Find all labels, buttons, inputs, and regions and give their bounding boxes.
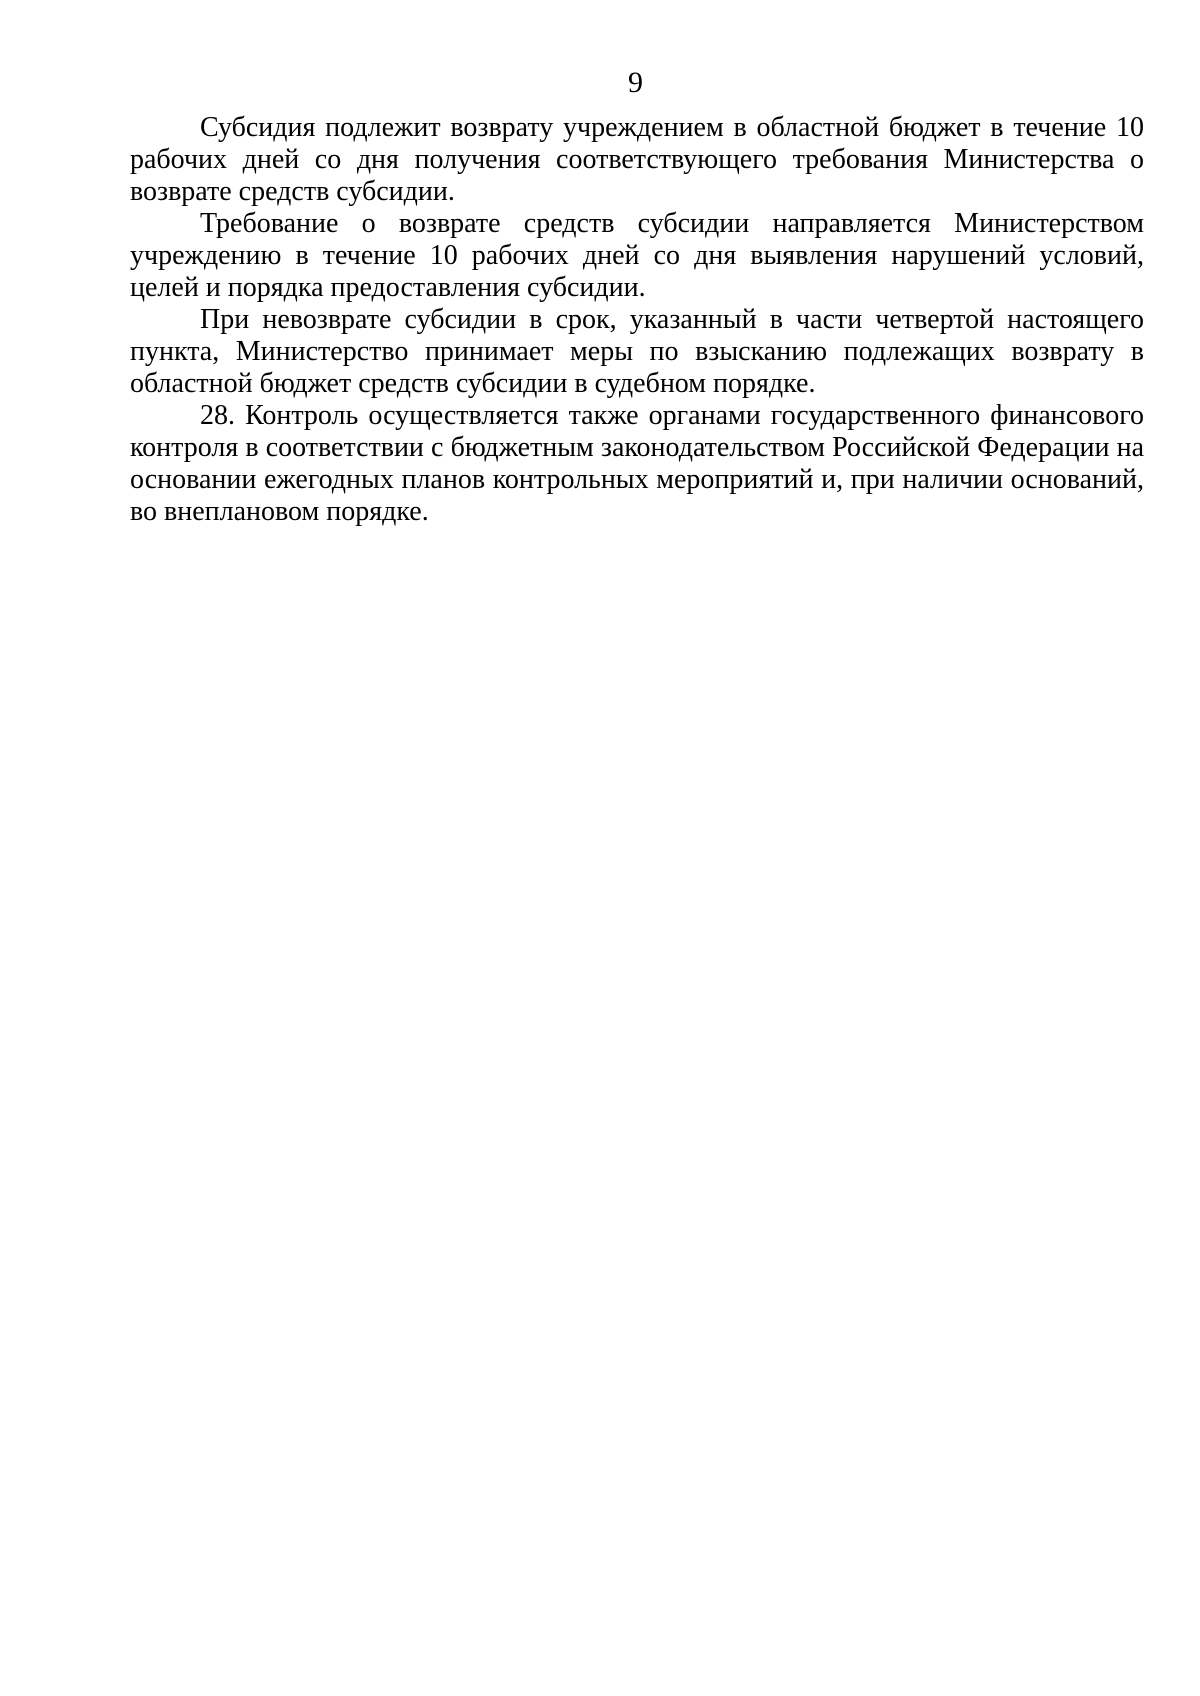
paragraph-non-return-measures: При невозврате субсидии в срок, указанный в части четвертой настоящего пункта, Министерство принимает меры по взысканию подлежащих возврату в областной бюджет средств субсидии в судебном порядке.	[130, 304, 1144, 399]
document-body	[130, 112, 1144, 528]
page-number: 9	[628, 66, 643, 99]
paragraph-subsidy-return: Субсидия подлежит возврату учреждением в областной бюджет в течение 10 рабочих дней со дня получения соответствующего требования Министерства о возврате средств субсидии.	[130, 112, 1144, 207]
paragraph-return-requirement: Требование о возврате средств субсидии направляется Министерством учреждению в течение 10 рабочих дней со дня выявления нарушений условий, целей и порядка предоставления субсидии.	[130, 208, 1144, 303]
paragraph-28-control: 28. Контроль осуществляется также органами государственного финансового контроля в соответствии с бюджетным законодательством Российской Федерации на основании ежегодных планов контрольных мероприятий и, при наличии оснований, во внеплановом порядке.	[130, 400, 1144, 527]
